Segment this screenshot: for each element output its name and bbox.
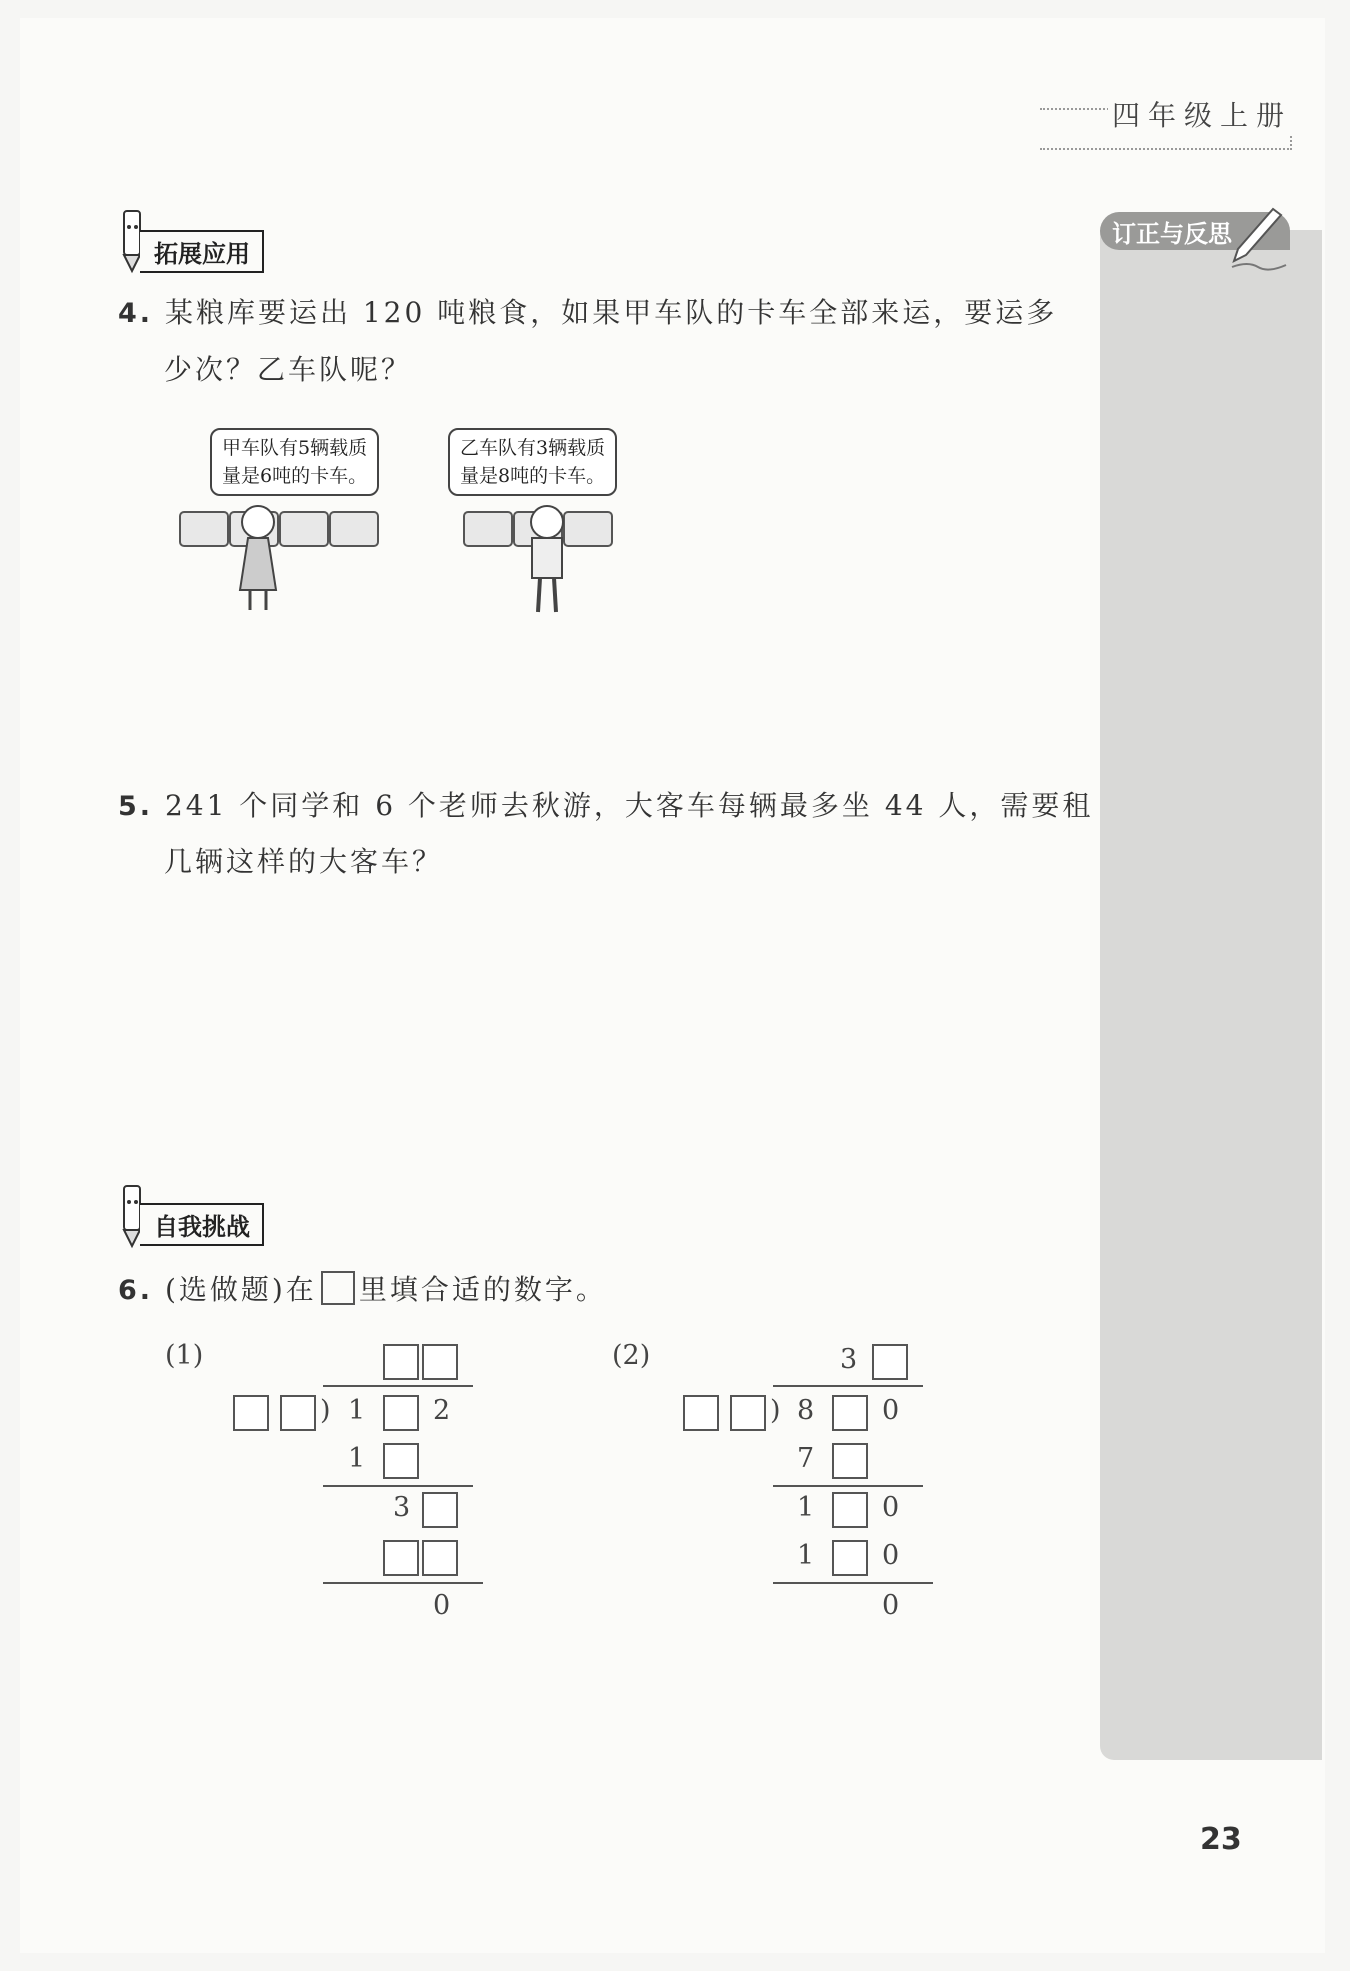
division-bar (323, 1385, 473, 1387)
blank-box[interactable] (422, 1540, 458, 1576)
blank-box[interactable] (233, 1395, 269, 1431)
digit: 1 (348, 1395, 366, 1426)
part2-label: (2) (612, 1340, 651, 1371)
blank-box[interactable] (383, 1344, 419, 1380)
division-line (323, 1582, 483, 1584)
blank-box[interactable] (832, 1492, 868, 1528)
digit: 1 (797, 1540, 815, 1571)
blank-box[interactable] (422, 1492, 458, 1528)
blank-box[interactable] (832, 1443, 868, 1479)
blank-box[interactable] (383, 1443, 419, 1479)
division-line (773, 1485, 923, 1487)
blank-box[interactable] (872, 1344, 908, 1380)
blank-box[interactable] (683, 1395, 719, 1431)
correction-panel (1100, 230, 1322, 1760)
blank-box[interactable] (832, 1395, 868, 1431)
division-line (323, 1485, 473, 1487)
section-extension: 拓展应用 (140, 230, 264, 273)
q4-line1: 4. 某粮库要运出 120 吨粮食，如果甲车队的卡车全部来运，要运多 (118, 296, 1058, 329)
boy-with-trucks-illustration (462, 500, 627, 620)
digit: 7 (797, 1443, 815, 1474)
digit: 2 (433, 1395, 451, 1426)
section-challenge: 自我挑战 (140, 1203, 264, 1246)
blank-box[interactable] (832, 1540, 868, 1576)
blank-box[interactable] (383, 1540, 419, 1576)
q4-line2: 少次？乙车队呢？ (164, 353, 413, 386)
grade-label: 四年级上册 (1108, 94, 1296, 134)
digit: 8 (797, 1395, 815, 1426)
speech-bubble-a: 甲车队有5辆载质 量是6吨的卡车。 (210, 428, 379, 496)
bracket: ) (320, 1395, 331, 1426)
division-bar (773, 1385, 923, 1387)
remainder: 0 (882, 1590, 900, 1621)
division-line (773, 1582, 933, 1584)
correction-title: 订正与反思 (1112, 220, 1232, 248)
blank-box[interactable] (280, 1395, 316, 1431)
remainder: 0 (433, 1590, 451, 1621)
q6-line: 6. (选做题)在 里填合适的数字。 (118, 1273, 607, 1306)
blank-box[interactable] (730, 1395, 766, 1431)
q5-line2: 几辆这样的大客车？ (164, 845, 444, 878)
digit: 0 (882, 1395, 900, 1426)
blank-box[interactable] (383, 1395, 419, 1431)
digit: 0 (882, 1492, 900, 1523)
digit: 1 (797, 1492, 815, 1523)
part1-label: (1) (165, 1340, 204, 1371)
blank-box[interactable] (422, 1344, 458, 1380)
q5-line1: 5. 241 个同学和 6 个老师去秋游，大客车每辆最多坐 44 人，需要租 (118, 789, 1094, 822)
pencil-icon (1228, 205, 1288, 275)
digit: 3 (393, 1492, 411, 1523)
speech-bubble-b: 乙车队有3辆载质 量是8吨的卡车。 (448, 428, 617, 496)
blank-box-sample (321, 1271, 355, 1305)
digit: 1 (348, 1443, 366, 1474)
page-number: 23 (1200, 1822, 1242, 1857)
digit: 0 (882, 1540, 900, 1571)
girl-with-trucks-illustration (178, 500, 403, 620)
digit: 3 (840, 1344, 858, 1375)
bracket: ) (770, 1395, 781, 1426)
